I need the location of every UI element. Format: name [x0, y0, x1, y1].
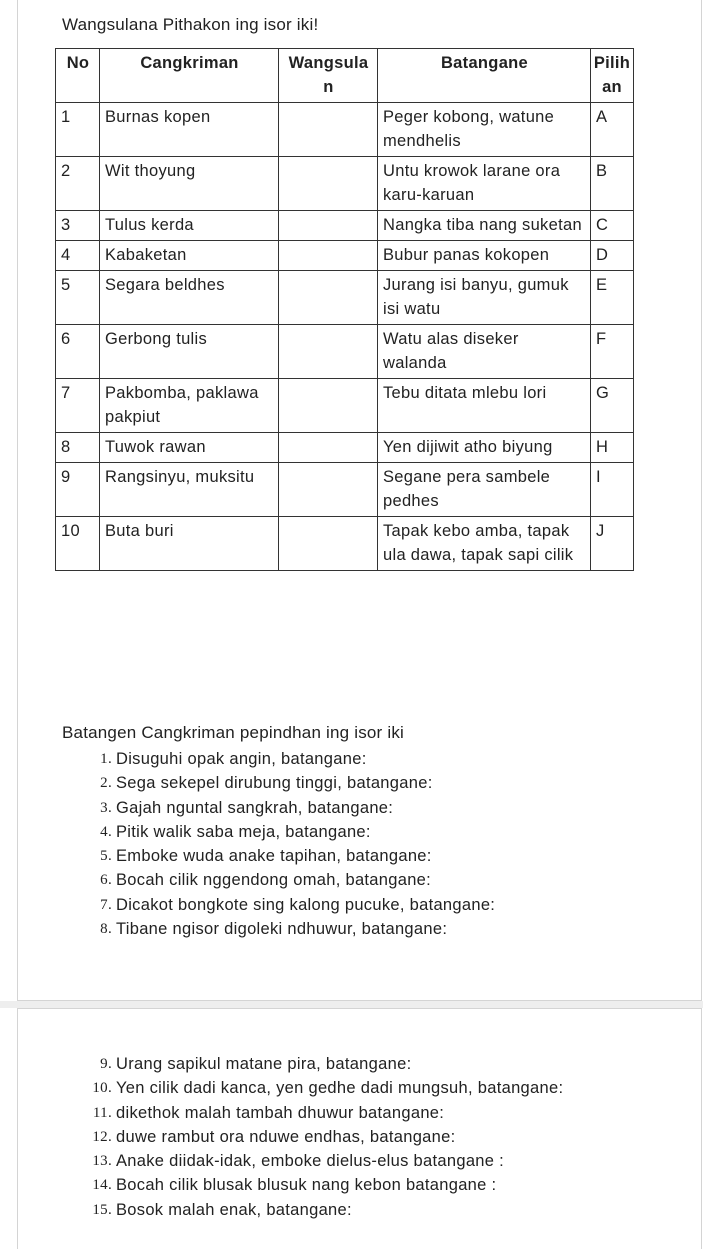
list-item — [86, 820, 495, 844]
question-number: 10. — [92, 1080, 112, 1097]
row-batangane: Nangka tiba nang suketan — [378, 211, 591, 241]
row-wangsulan-answer-cell[interactable] — [279, 433, 378, 463]
question-text: Urang sapikul matane pira, batangane: — [116, 1055, 412, 1073]
row-no: 4 — [56, 241, 100, 271]
row-cangkriman: Buta buri — [100, 517, 279, 571]
question-number: 7. — [100, 896, 112, 913]
question-number: 6. — [100, 872, 112, 889]
row-wangsulan-answer-cell[interactable] — [279, 271, 378, 325]
row-cangkriman: Burnas kopen — [100, 103, 279, 157]
table-row — [56, 157, 634, 211]
list-item — [86, 796, 495, 820]
row-no: 8 — [56, 433, 100, 463]
row-pilihan: F — [591, 325, 634, 379]
row-pilihan: E — [591, 271, 634, 325]
row-wangsulan-answer-cell[interactable] — [279, 517, 378, 571]
row-wangsulan-answer-cell[interactable] — [279, 325, 378, 379]
list-item — [86, 771, 495, 795]
header-no: No — [56, 49, 100, 103]
row-batangane: Tapak kebo amba, tapak ula dawa, tapak sapi cilik — [378, 517, 591, 571]
list-item — [86, 917, 495, 941]
table-row — [56, 325, 634, 379]
row-no: 2 — [56, 157, 100, 211]
row-cangkriman: Gerbong tulis — [100, 325, 279, 379]
list-item — [86, 844, 495, 868]
question-number: 1. — [100, 751, 112, 767]
question-text: dikethok malah tambah dhuwur batangane: — [116, 1103, 445, 1122]
question-number: 11. — [92, 1104, 112, 1121]
question-text: Emboke wuda anake tapihan, batangane: — [116, 847, 432, 866]
question-text: Dicakot bongkote sing kalong pucuke, batangane: — [116, 895, 496, 914]
list-item — [86, 1173, 563, 1197]
question-text: Pitik walik saba meja, batangane: — [116, 822, 371, 841]
question-number: 14. — [92, 1177, 112, 1194]
question-number: 15. — [92, 1201, 112, 1218]
question-text: Yen cilik dadi kanca, yen gedhe dadi mungsuh, batangane: — [116, 1079, 564, 1098]
row-wangsulan-answer-cell[interactable] — [279, 211, 378, 241]
question-text: Anake diidak-idak, emboke dielus-elus batangane : — [116, 1152, 505, 1171]
row-no: 10 — [56, 517, 100, 571]
row-pilihan: B — [591, 157, 634, 211]
row-pilihan: D — [591, 241, 634, 271]
section-subheading: Batangen Cangkriman pepindhan ing isor iki — [62, 723, 404, 742]
question-number: 5. — [100, 848, 112, 865]
row-no: 3 — [56, 211, 100, 241]
question-number: 13. — [92, 1153, 112, 1170]
row-batangane: Bubur panas kokopen — [378, 241, 591, 271]
row-no: 7 — [56, 379, 100, 433]
row-no: 6 — [56, 325, 100, 379]
row-batangane: Jurang isi banyu, gumuk isi watu — [378, 271, 591, 325]
question-list-page-2 — [86, 1052, 563, 1222]
table-row — [56, 517, 634, 571]
question-text: Gajah nguntal sangkrah, batangane: — [116, 798, 394, 817]
row-cangkriman: Tuwok rawan — [100, 433, 279, 463]
table-row — [56, 463, 634, 517]
row-pilihan: H — [591, 433, 634, 463]
row-no: 1 — [56, 103, 100, 157]
header-cangkriman: Cangkriman — [100, 49, 279, 103]
row-cangkriman: Wit thoyung — [100, 157, 279, 211]
page-gap — [0, 1001, 703, 1008]
row-wangsulan-answer-cell[interactable] — [279, 463, 378, 517]
row-batangane: Untu krowok larane ora karu-karuan — [378, 157, 591, 211]
row-batangane: Segane pera sambele pedhes — [378, 463, 591, 517]
row-wangsulan-answer-cell[interactable] — [279, 103, 378, 157]
question-text: Tibane ngisor digoleki ndhuwur, batangane: — [116, 920, 448, 939]
row-no: 5 — [56, 271, 100, 325]
question-text: Bocah cilik nggendong omah, batangane: — [116, 871, 432, 890]
list-item — [86, 1149, 563, 1173]
question-number: 3. — [100, 799, 112, 816]
question-number: 2. — [100, 775, 112, 792]
list-item — [86, 1198, 563, 1222]
row-pilihan: C — [591, 211, 634, 241]
row-batangane: Yen dijiwit atho biyung — [378, 433, 591, 463]
riddle-table — [55, 48, 634, 571]
row-no: 9 — [56, 463, 100, 517]
row-pilihan: I — [591, 463, 634, 517]
question-text: Bocah cilik blusak blusuk nang kebon batangane : — [116, 1176, 497, 1195]
exercise-heading: Wangsulana Pithakon ing isor iki! — [62, 15, 319, 34]
row-wangsulan-answer-cell[interactable] — [279, 379, 378, 433]
row-batangane: Watu alas diseker walanda — [378, 325, 591, 379]
row-batangane: Peger kobong, watune mendhelis — [378, 103, 591, 157]
question-number: 12. — [92, 1128, 112, 1145]
list-item — [86, 893, 495, 917]
table-header-row — [56, 49, 634, 103]
list-item — [86, 1076, 563, 1100]
list-item — [86, 1101, 563, 1125]
table-row — [56, 433, 634, 463]
row-wangsulan-answer-cell[interactable] — [279, 241, 378, 271]
question-number: 4. — [100, 823, 112, 840]
row-cangkriman: Pakbomba, paklawa pakpiut — [100, 379, 279, 433]
table-row — [56, 271, 634, 325]
question-number: 8. — [100, 921, 112, 938]
table-row — [56, 241, 634, 271]
header-pilihan: Pilihan — [591, 49, 634, 103]
row-pilihan: J — [591, 517, 634, 571]
row-cangkriman: Segara beldhes — [100, 271, 279, 325]
table-row — [56, 211, 634, 241]
table-row — [56, 103, 634, 157]
row-cangkriman: Kabaketan — [100, 241, 279, 271]
row-cangkriman: Tulus kerda — [100, 211, 279, 241]
row-batangane: Tebu ditata mlebu lori — [378, 379, 591, 433]
list-item — [86, 1052, 563, 1076]
question-text: duwe rambut ora nduwe endhas, batangane: — [116, 1127, 456, 1146]
question-text: Disuguhi opak angin, batangane: — [116, 750, 367, 768]
question-number: 9. — [100, 1056, 112, 1072]
list-item — [86, 747, 495, 771]
table-row — [56, 379, 634, 433]
question-list-page-1 — [86, 747, 495, 941]
row-wangsulan-answer-cell[interactable] — [279, 157, 378, 211]
list-item — [86, 868, 495, 892]
list-item — [86, 1125, 563, 1149]
row-pilihan: G — [591, 379, 634, 433]
header-batangane: Batangane — [378, 49, 591, 103]
row-pilihan: A — [591, 103, 634, 157]
question-text: Bosok malah enak, batangane: — [116, 1200, 352, 1219]
header-wangsulan: Wangsulan — [279, 49, 378, 103]
question-text: Sega sekepel dirubung tinggi, batangane: — [116, 774, 433, 793]
row-cangkriman: Rangsinyu, muksitu — [100, 463, 279, 517]
